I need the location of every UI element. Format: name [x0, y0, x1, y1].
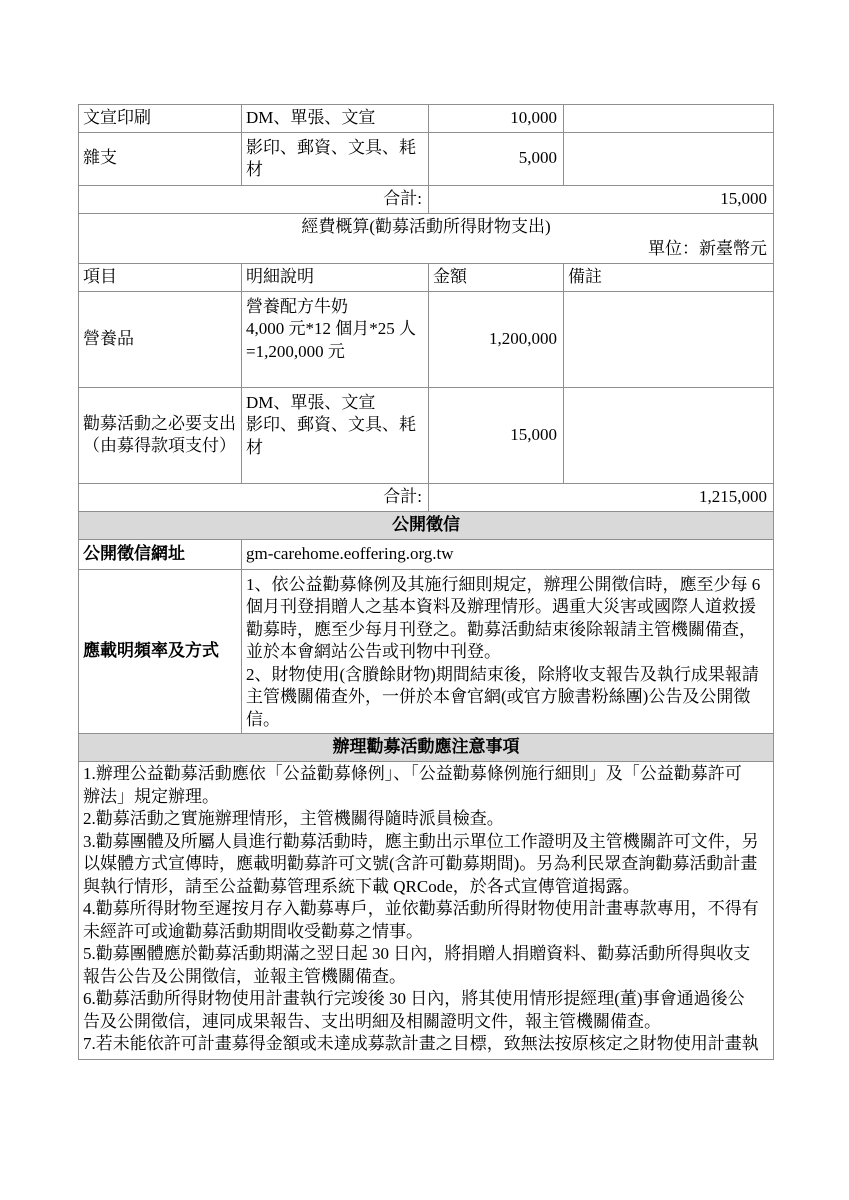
disclosure-method-text	[242, 569, 774, 734]
notices-heading-row	[79, 734, 774, 762]
disclosure-heading-row	[79, 511, 774, 539]
budget-title: 經費概算(勸募活動所得財物支出)	[301, 216, 551, 236]
budget-amount-cell: 15,000	[429, 387, 564, 483]
budget-detail-line: DM、單張、文宣	[246, 392, 376, 412]
budget-note-cell	[564, 291, 774, 387]
budget-detail-line: 營養配方牛奶	[246, 296, 348, 316]
notices-list	[79, 762, 774, 1060]
notice-item	[83, 763, 769, 808]
budget-row	[79, 387, 774, 483]
disclosure-url: gm-carehome.eoffering.org.tw	[242, 539, 774, 569]
budget-total-amount: 1,215,000	[429, 483, 774, 511]
notice-line: 6.勸募活動所得財物使用計畫執行完竣後 30 日內，將其使用情形提經理(董)事會通過後公	[83, 989, 745, 1008]
notices-heading: 辦理勸募活動應注意事項	[79, 734, 774, 762]
notice-line: 7.若未能依許可計畫募得金額或未達成募款計畫之目標，致無法按原核定之財物使用計畫執	[83, 1034, 759, 1053]
budget-detail-line: 4,000 元*12 個月*25 人	[246, 319, 416, 338]
budget-detail-line: 影印、郵資、文具、耗材	[246, 415, 416, 457]
budget-header-row	[79, 263, 774, 291]
notice-line: 以媒體方式宣傳時，應載明勸募許可文號(含許可勸募期間)。另為利民眾查詢勸募活動計畫	[83, 854, 758, 873]
method-item	[246, 574, 769, 664]
expense-amount-cell: 10,000	[429, 105, 564, 133]
fundraising-plan-table	[78, 104, 774, 1060]
expense-row	[79, 132, 774, 185]
expense-item-cell: 雜支	[79, 132, 242, 185]
method-line: 2、財物使用(含賸餘財物)期間結束後，除將收支報告及執行成果報請	[246, 664, 759, 684]
notice-line: 辦法」規定辦理。	[83, 786, 219, 806]
expense-row	[79, 105, 774, 133]
method-line: 1、依公益勸募條例及其施行細則規定，辦理公開徵信時，應至少每 6	[246, 574, 761, 594]
header-item: 項目	[79, 263, 242, 291]
notices-row	[79, 762, 774, 1060]
method-line: 個月刊登捐贈人之基本資料及辦理情形。遇重大災害或國際人道救援	[246, 597, 756, 616]
notice-item	[83, 1033, 769, 1056]
budget-item-line: 營養品	[83, 328, 134, 348]
notice-line: 3.勸募團體及所屬人員進行勸募活動時，應主動出示單位工作證明及主管機關許可文件，另	[83, 831, 759, 851]
expense-total-label: 合計:	[79, 185, 429, 213]
budget-total-label: 合計:	[79, 483, 429, 511]
disclosure-url-label: 公開徵信網址	[79, 539, 242, 569]
expense-note-cell	[564, 132, 774, 185]
budget-item-cell	[79, 291, 242, 387]
header-amount: 金額	[429, 263, 564, 291]
expense-amount-cell: 5,000	[429, 132, 564, 185]
method-line: 並於本會網站公告或刊物中刊登。	[246, 642, 501, 661]
notice-line: 5.勸募團體應於勸募活動期滿之翌日起 30 日內，將捐贈人捐贈資料、勸募活動所得與收支	[83, 944, 751, 963]
budget-note-cell	[564, 387, 774, 483]
notice-item	[83, 988, 769, 1033]
budget-row	[79, 291, 774, 387]
notice-line: 報告公告及公開徵信，並報主管機關備查。	[83, 966, 406, 986]
budget-detail-cell	[242, 387, 429, 483]
notice-line: 2.勸募活動之實施辦理情形，主管機關得隨時派員檢查。	[83, 809, 504, 828]
expense-detail-cell: DM、單張、文宣	[242, 105, 429, 133]
expense-detail-cell: 影印、郵資、文具、耗材	[242, 132, 429, 185]
header-detail: 明細說明	[242, 263, 429, 291]
notice-item	[83, 831, 769, 899]
budget-detail-cell	[242, 291, 429, 387]
notice-line: 告及公開徵信，連同成果報告、支出明細及相關證明文件，報主管機關備查。	[83, 1011, 661, 1031]
notice-line: 1.辦理公益勸募活動應依「公益勸募條例」、「公益勸募條例施行細則」及「公益勸募許可	[83, 764, 742, 783]
notice-item	[83, 898, 769, 943]
disclosure-method-label: 應載明頻率及方式	[79, 569, 242, 734]
expense-item-cell: 文宣印刷	[79, 105, 242, 133]
notice-item	[83, 943, 769, 988]
expense-note-cell	[564, 105, 774, 133]
expense-total-row	[79, 185, 774, 213]
budget-total-row	[79, 483, 774, 511]
budget-title-cell	[79, 213, 774, 263]
disclosure-heading: 公開徵信	[79, 511, 774, 539]
notice-item	[83, 808, 769, 831]
method-line: 勸募時，應至少每月刊登之。勸募活動結束後除報請主管機關備查，	[246, 619, 756, 639]
budget-item-line: 勸募活動之必要支出	[83, 413, 236, 433]
notice-line: 4.勸募所得財物至遲按月存入勸募專戶，並依勸募活動所得財物使用計畫專款專用，不得有	[83, 899, 759, 918]
notice-line: 與執行情形，請至公益勸募管理系統下載 QRCode，於各式宣傳管道揭露。	[83, 876, 640, 896]
notice-line: 未經許可或逾勸募活動期間收受勸募之情事。	[83, 921, 423, 941]
budget-amount-cell: 1,200,000	[429, 291, 564, 387]
header-note: 備註	[564, 263, 774, 291]
method-line: 信。	[246, 709, 280, 729]
budget-item-line: （由募得款項支付）	[83, 436, 236, 455]
budget-item-cell	[79, 387, 242, 483]
budget-detail-line: =1,200,000 元	[246, 341, 345, 361]
disclosure-url-row	[79, 539, 774, 569]
expense-total-amount: 15,000	[429, 185, 774, 213]
budget-unit: 單位：新臺幣元	[648, 239, 767, 258]
method-line: 主管機關備查外，一併於本會官網(或官方臉書粉絲團)公告及公開徵	[246, 687, 751, 706]
budget-title-row	[79, 213, 774, 263]
method-item	[246, 664, 769, 732]
disclosure-method-row	[79, 569, 774, 734]
